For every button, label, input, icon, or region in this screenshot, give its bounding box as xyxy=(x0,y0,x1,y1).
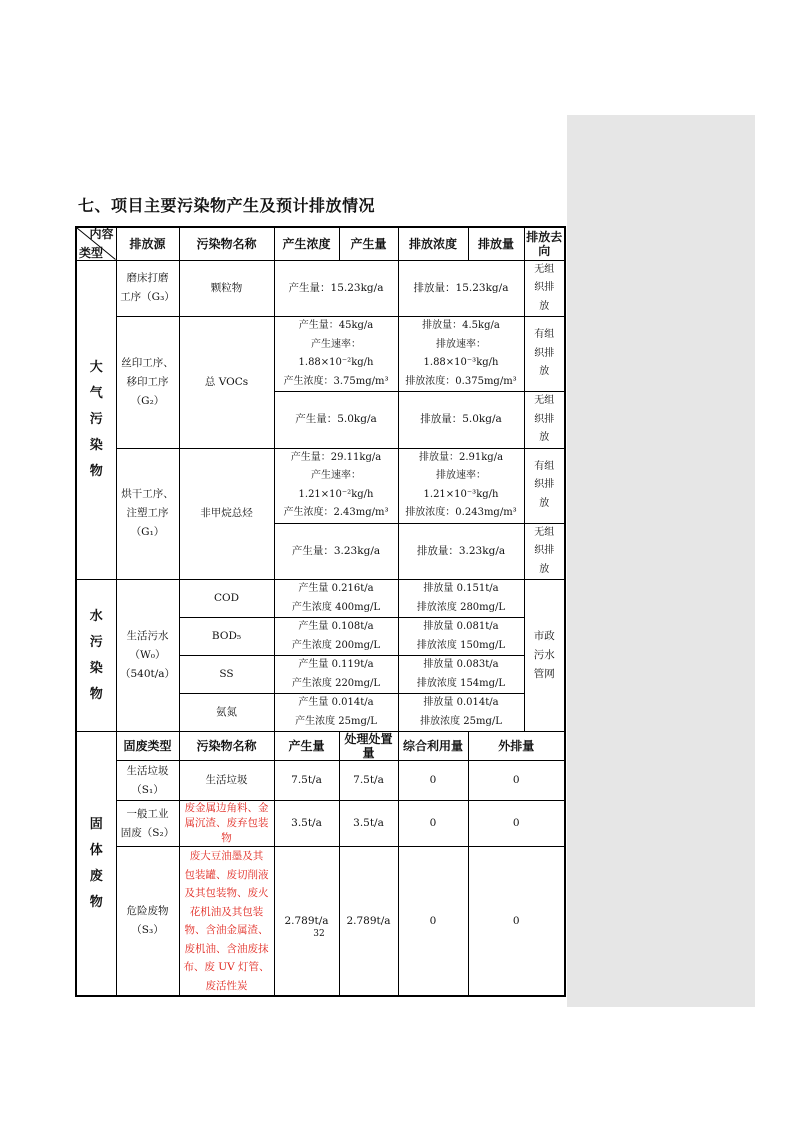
header-gen-amount: 产生量 xyxy=(339,227,398,260)
solid-reuse: 0 xyxy=(398,761,468,801)
solid-treated: 7.5t/a xyxy=(339,761,398,801)
air-source: 丝印工序、 移印工序 （G₂） xyxy=(116,317,179,449)
category-water: 水 污 染 物 xyxy=(76,580,116,732)
header-emit-conc: 排放浓度 xyxy=(398,227,468,260)
solid-type: 生活垃圾 （S₁） xyxy=(116,761,179,801)
table-row xyxy=(76,761,565,801)
air-dest: 无组 织排 放 xyxy=(524,260,565,317)
solid-reuse: 0 xyxy=(398,801,468,847)
air-dest: 有组 织排 放 xyxy=(524,448,565,523)
header-emit-amount: 排放量 xyxy=(468,227,524,260)
air-emission: 排放量：3.23kg/a xyxy=(398,523,524,580)
solid-header-discharge: 外排量 xyxy=(468,732,565,761)
solid-pollutant: 废金属边角料、金 属沉渣、废弃包装 物 xyxy=(179,801,274,847)
page-number: 32 xyxy=(313,929,325,939)
solid-discharge: 0 xyxy=(468,847,565,997)
water-generation: 产生量 0.119t/a 产生浓度 220mg/L xyxy=(274,656,398,694)
table-row xyxy=(76,801,565,847)
solid-amount: 7.5t/a xyxy=(274,761,339,801)
air-generation: 产生量：29.11kg/a 产生速率：1.21×10⁻²kg/h 产生浓度：2.43mg/m³ xyxy=(274,448,398,523)
water-pollutant: BOD₅ xyxy=(179,618,274,656)
air-emission: 排放量：4.5kg/a 排放速率：1.88×10⁻³kg/h 排放浓度：0.375mg/m³ xyxy=(398,317,524,392)
solid-treated: 3.5t/a xyxy=(339,801,398,847)
water-source: 生活污水 （W₀） （540t/a） xyxy=(116,580,179,732)
water-emission: 排放量 0.014t/a 排放浓度 25mg/L xyxy=(398,694,524,732)
air-pollutant: 非甲烷总烃 xyxy=(179,448,274,580)
air-generation: 产生量：3.23kg/a xyxy=(274,523,398,580)
air-dest: 无组 织排 放 xyxy=(524,523,565,580)
air-generation: 产生量：45kg/a 产生速率：1.88×10⁻²kg/h 产生浓度：3.75mg/m³ xyxy=(274,317,398,392)
table-row xyxy=(76,448,565,523)
solid-reuse: 0 xyxy=(398,847,468,997)
air-pollutant: 颗粒物 xyxy=(179,260,274,317)
solid-type: 一般工业 固废（S₂） xyxy=(116,801,179,847)
water-pollutant: SS xyxy=(179,656,274,694)
air-emission: 排放量：2.91kg/a 排放速率：1.21×10⁻³kg/h 排放浓度：0.243mg/m³ xyxy=(398,448,524,523)
header-emit-dest: 排放去向 xyxy=(524,227,565,260)
water-generation: 产生量 0.014t/a 产生浓度 25mg/L xyxy=(274,694,398,732)
water-pollutant: COD xyxy=(179,580,274,618)
solid-header-row xyxy=(76,732,565,761)
comment-sidebar xyxy=(567,115,755,1007)
table-row xyxy=(76,317,565,392)
air-generation: 产生量：5.0kg/a xyxy=(274,392,398,449)
solid-pollutant: 生活垃圾 xyxy=(179,761,274,801)
solid-pollutant: 废大豆油墨及其 包装罐、废切削液 及其包装物、废火 花机油及其包装 物、含油金属渣、 废机油、含油废抹 布、废 UV 灯管、 废活性炭 xyxy=(179,847,274,997)
solid-type: 危险废物 （S₃） xyxy=(116,847,179,997)
header-content-type: 内容 类型 xyxy=(76,227,116,260)
air-emission: 排放量：5.0kg/a xyxy=(398,392,524,449)
water-pollutant: 氨氮 xyxy=(179,694,274,732)
air-dest: 有组 织排 放 xyxy=(524,317,565,392)
solid-amount: 3.5t/a xyxy=(274,801,339,847)
header-gen-conc: 产生浓度 xyxy=(274,227,339,260)
water-emission: 排放量 0.151t/a 排放浓度 280mg/L xyxy=(398,580,524,618)
section-title: 七、项目主要污染物产生及预计排放情况 xyxy=(78,196,376,215)
air-source: 磨床打磨 工序（G₃） xyxy=(116,260,179,317)
air-source: 烘干工序、 注塑工序 （G₁） xyxy=(116,448,179,580)
water-emission: 排放量 0.081t/a 排放浓度 150mg/L xyxy=(398,618,524,656)
table-row xyxy=(76,260,565,317)
air-pollutant: 总 VOCs xyxy=(179,317,274,449)
solid-discharge: 0 xyxy=(468,761,565,801)
table-row xyxy=(76,580,565,618)
table-row xyxy=(76,847,565,997)
solid-header-type: 固废类型 xyxy=(116,732,179,761)
header-source: 排放源 xyxy=(116,227,179,260)
solid-amount: 2.789t/a xyxy=(274,847,339,997)
solid-discharge: 0 xyxy=(468,801,565,847)
pollutant-table xyxy=(75,226,566,997)
header-pollutant: 污染物名称 xyxy=(179,227,274,260)
solid-header-treated: 处理处置量 xyxy=(339,732,398,761)
water-generation: 产生量 0.108t/a 产生浓度 200mg/L xyxy=(274,618,398,656)
air-emission: 排放量：15.23kg/a xyxy=(398,260,524,317)
category-solid: 固 体 废 物 xyxy=(76,732,116,997)
water-dest: 市政 污水 管网 xyxy=(524,580,565,732)
solid-header-pollutant: 污染物名称 xyxy=(179,732,274,761)
water-generation: 产生量 0.216t/a 产生浓度 400mg/L xyxy=(274,580,398,618)
air-generation: 产生量：15.23kg/a xyxy=(274,260,398,317)
table-header-row xyxy=(76,227,565,260)
solid-treated: 2.789t/a xyxy=(339,847,398,997)
solid-header-amount: 产生量 xyxy=(274,732,339,761)
air-dest: 无组 织排 放 xyxy=(524,392,565,449)
category-air: 大 气 污 染 物 xyxy=(76,260,116,580)
water-emission: 排放量 0.083t/a 排放浓度 154mg/L xyxy=(398,656,524,694)
solid-header-reuse: 综合利用量 xyxy=(398,732,468,761)
